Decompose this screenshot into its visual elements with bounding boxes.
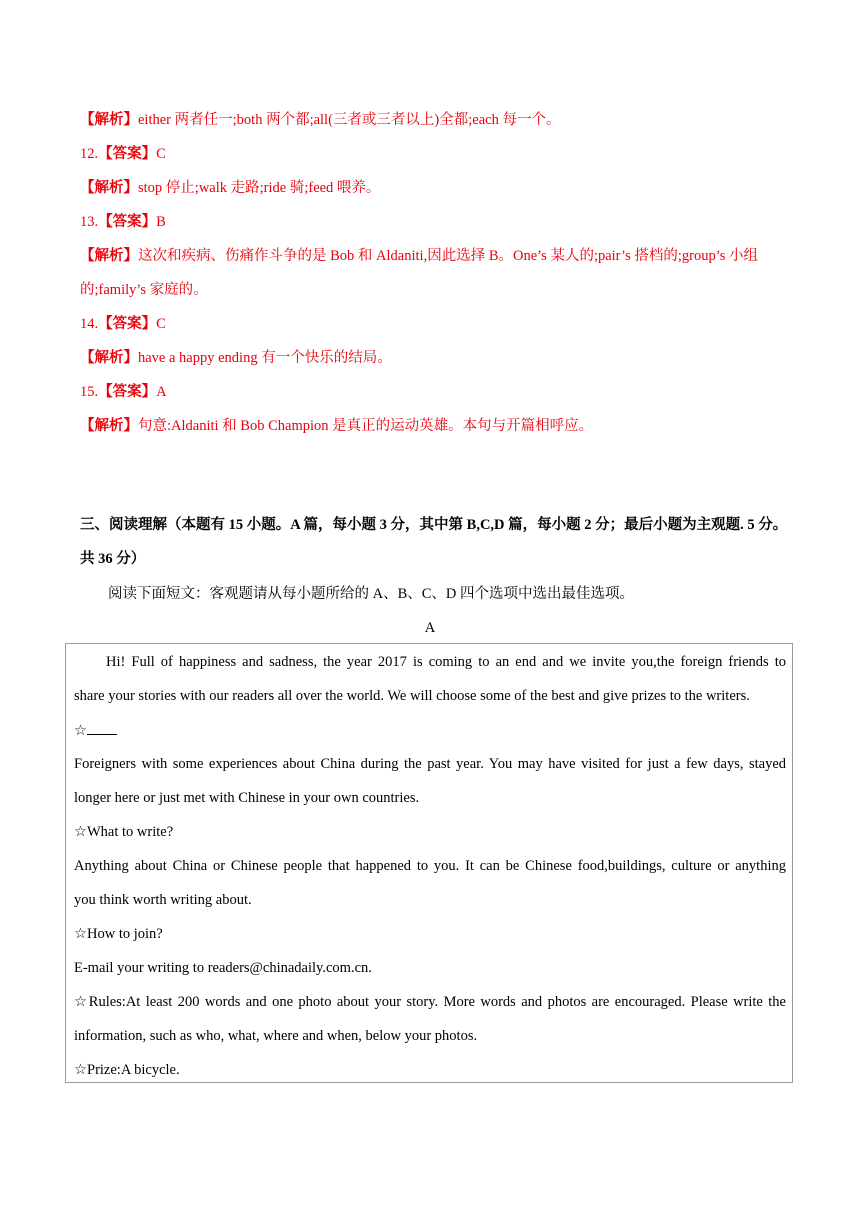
what-line-1: Anything about China or Chinese people that happened to you. It can be Chinese food,buildings, culture or anything xyxy=(74,858,786,874)
analysis-11 xyxy=(80,110,792,130)
analysis-text: 这次和疾病、伤痛作斗争的是 Bob 和 Aldaniti,因此选择 B。One’s 某人的;pair’s 搭档的;group’s 小组 xyxy=(138,248,758,264)
analysis-12 xyxy=(80,178,792,198)
passage-label: A xyxy=(424,620,436,636)
analysis-text-continued: 的;family’s 家庭的。 xyxy=(80,282,208,298)
answer-13 xyxy=(80,212,792,232)
who-line-1: Foreigners with some experiences about China during the past year. You may have visited for just a few days, stayed xyxy=(74,756,786,772)
analysis-text: either 两者任一;both 两个都;all(三者或三者以上)全都;each 每一个。 xyxy=(138,112,561,128)
blank-line xyxy=(87,720,117,735)
analysis-tag: 【解析】 xyxy=(80,248,138,264)
analysis-tag: 【解析】 xyxy=(80,418,138,434)
answer-tag: 【答案】 xyxy=(98,214,157,230)
question-number: 13. xyxy=(80,214,99,230)
answer-letter: B xyxy=(156,214,166,230)
question-number: 15. xyxy=(80,384,99,400)
answer-15 xyxy=(80,382,792,402)
what-heading: ☆What to write? xyxy=(74,824,174,840)
analysis-13 xyxy=(80,246,792,266)
star-icon: ☆ xyxy=(74,723,87,739)
answer-tag: 【答案】 xyxy=(98,384,157,400)
answer-12 xyxy=(80,144,792,164)
analysis-text: 句意:Aldaniti 和 Bob Champion 是真正的运动英雄。本句与开篇相呼应。 xyxy=(138,418,594,434)
prize-line: ☆Prize:A bicycle. xyxy=(74,1062,180,1078)
section-title: 三、阅读理解（本题有 15 小题。A 篇，每小题 3 分，其中第 B,C,D 篇，每小题 2 分；最后小题为主观题. 5 分。共 36 分） xyxy=(80,517,788,567)
analysis-14 xyxy=(80,348,792,368)
answer-letter: A xyxy=(156,384,167,400)
rules-line-2: information, such as who, what, where and when, below your photos. xyxy=(74,1028,478,1044)
question-number: 12. xyxy=(80,146,99,162)
answer-letter: C xyxy=(156,146,166,162)
what-line-2: you think worth writing about. xyxy=(74,892,252,908)
question-number: 14. xyxy=(80,316,99,332)
rules-line-1: ☆Rules:At least 200 words and one photo about your story. More words and photos are encouraged. Please write the xyxy=(74,994,786,1010)
analysis-15 xyxy=(80,416,792,436)
analysis-text: stop 停止;walk 走路;ride 骑;feed 喂养。 xyxy=(138,180,381,196)
section-instruction: 阅读下面短文：客观题请从每小题所给的 A、B、C、D 四个选项中选出最佳选项。 xyxy=(108,586,635,602)
answer-tag: 【答案】 xyxy=(98,146,157,162)
answer-14 xyxy=(80,314,792,334)
answer-tag: 【答案】 xyxy=(98,316,157,332)
who-heading xyxy=(74,720,786,741)
passage-intro-line-2: share your stories with our readers all over the world. We will choose some of the best and give prizes to the writers. xyxy=(74,688,750,704)
answer-letter: C xyxy=(156,316,166,332)
how-line: E-mail your writing to readers@chinadaily.com.cn. xyxy=(74,960,372,976)
passage-intro-line-1: Hi! Full of happiness and sadness, the year 2017 is coming to an end and we invite you,the foreign friends to xyxy=(106,654,786,670)
passage-box xyxy=(65,643,793,1083)
analysis-text: have a happy ending 有一个快乐的结局。 xyxy=(138,350,392,366)
who-line-2: longer here or just met with Chinese in your own countries. xyxy=(74,790,420,806)
analysis-tag: 【解析】 xyxy=(80,350,138,366)
analysis-13-continued xyxy=(80,280,792,300)
analysis-tag: 【解析】 xyxy=(80,180,138,196)
analysis-tag: 【解析】 xyxy=(80,112,138,128)
how-heading: ☆How to join? xyxy=(74,926,163,942)
